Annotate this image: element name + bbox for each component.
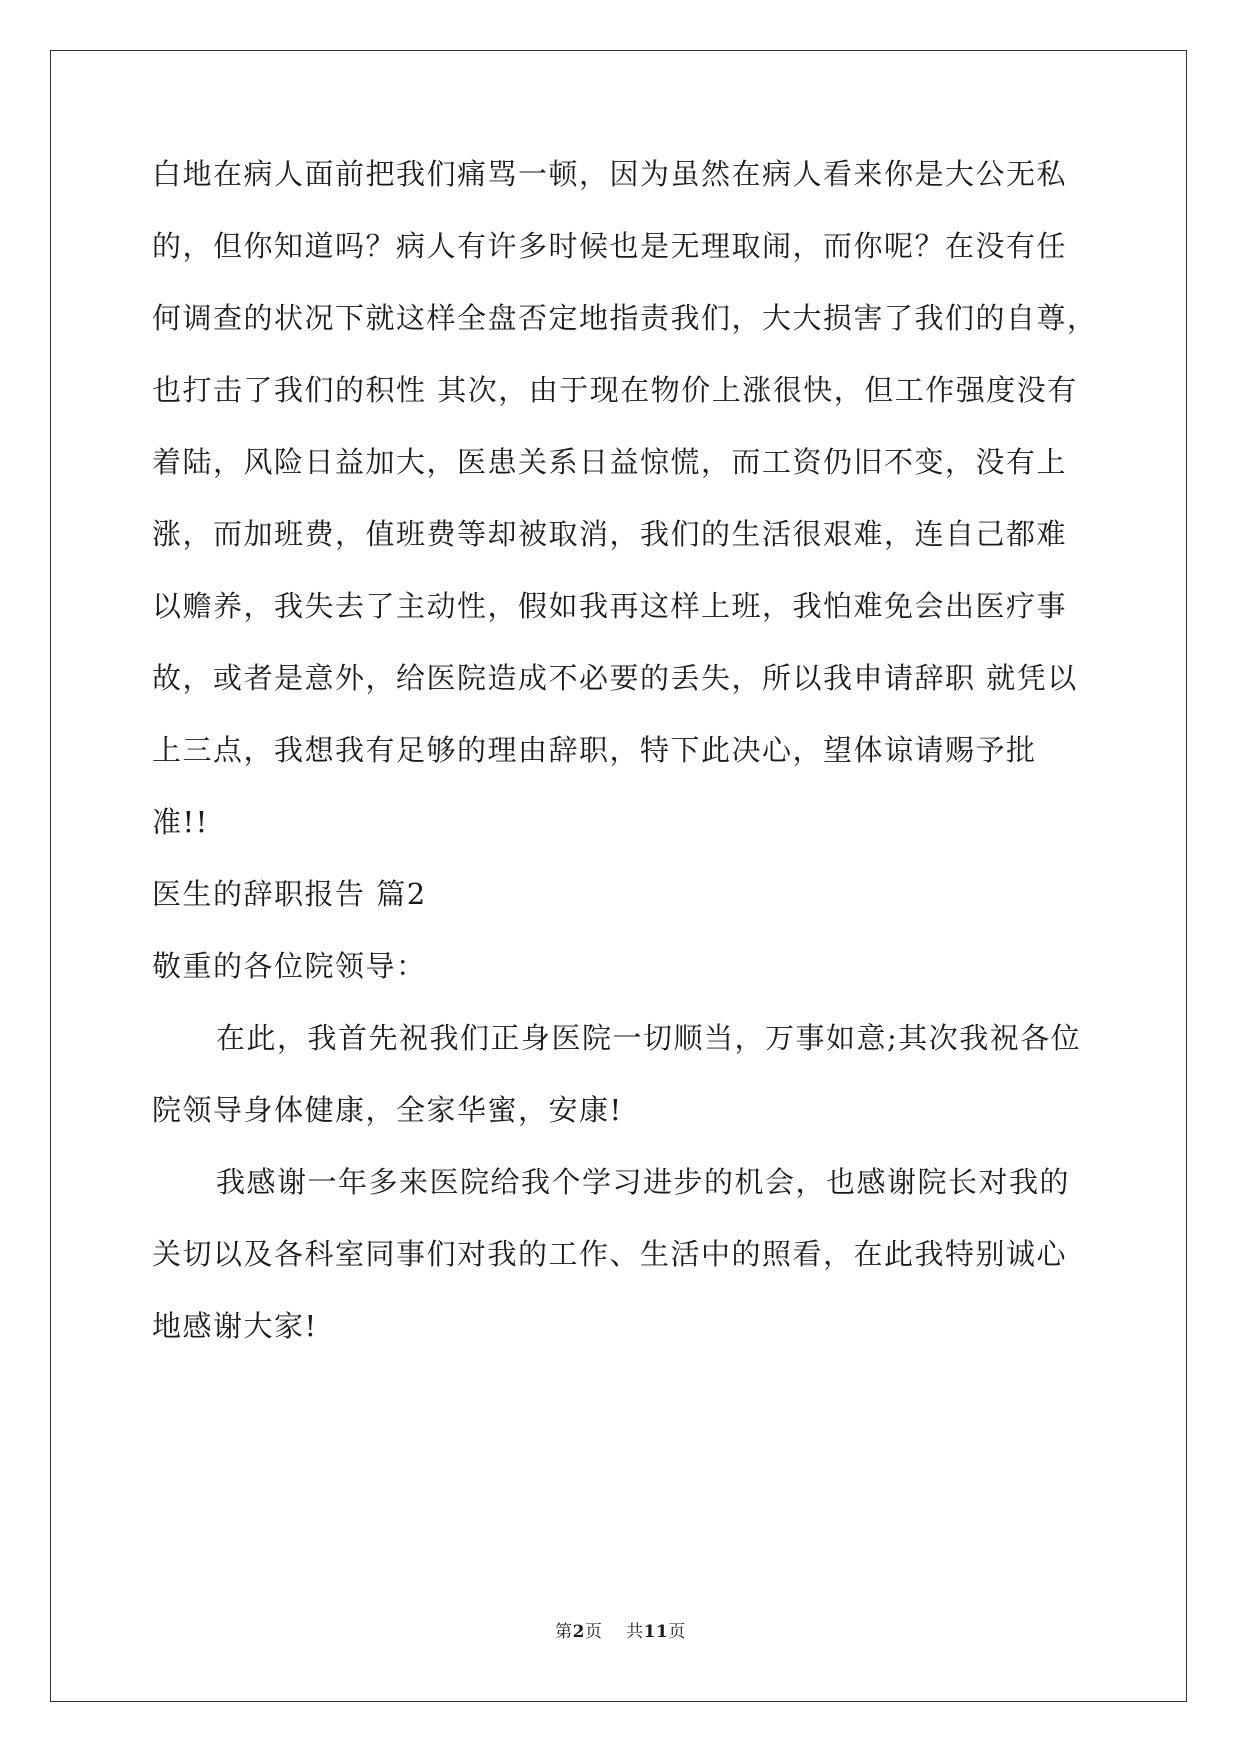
- paragraph-start: 我感谢一年多来医院给我个学习进步的机会，也感谢院长对我的: [216, 1165, 1071, 1199]
- body-line: 准!!: [152, 805, 209, 839]
- body-line: 涨，而加班费，值班费等却被取消，我们的生活很艰难，连自己都难: [152, 517, 1068, 551]
- page-suffix: 页: [585, 1622, 603, 1642]
- body-line: 也打击了我们的积性 其次，由于现在物价上涨很快，但工作强度没有: [152, 373, 1078, 407]
- body-line: 的，但你知道吗？病人有许多时候也是无理取闹，而你呢？在没有任: [152, 229, 1068, 263]
- section-heading: 医生的辞职报告 篇2: [152, 877, 427, 911]
- salutation: 敬重的各位院领导：: [152, 949, 427, 983]
- total-pages: 11: [643, 1622, 669, 1642]
- body-line: 地感谢大家!: [152, 1309, 318, 1343]
- body-line: 关切以及各科室同事们对我的工作、生活中的照看，在此我特别诚心: [152, 1237, 1068, 1271]
- body-line: 院领导身体健康，全家华蜜，安康!: [152, 1093, 623, 1127]
- page-footer: [0, 1620, 1241, 1644]
- paragraph-start: 在此，我首先祝我们正身医院一切顺当，万事如意;其次我祝各位: [216, 1021, 1082, 1055]
- body-line: 何调查的状况下就这样全盘否定地指责我们，大大损害了我们的自尊，: [152, 301, 1098, 335]
- body-line: 白地在病人面前把我们痛骂一顿，因为虽然在病人看来你是大公无私: [152, 157, 1068, 191]
- total-suffix: 页: [668, 1622, 686, 1642]
- page-prefix: 第: [555, 1622, 573, 1642]
- body-line: 以赡养，我失去了主动性，假如我再这样上班，我怕难免会出医疗事: [152, 589, 1068, 623]
- body-line: 着陆，风险日益加大，医患关系日益惊慌，而工资仍旧不变，没有上: [152, 445, 1068, 479]
- body-line: 上三点，我想我有足够的理由辞职，特下此决心，望体谅请赐予批: [152, 733, 1037, 767]
- body-line: 故，或者是意外，给医院造成不必要的丢失，所以我申请辞职 就凭以: [152, 661, 1078, 695]
- total-prefix: 共: [626, 1622, 644, 1642]
- page-number: 2: [572, 1622, 586, 1642]
